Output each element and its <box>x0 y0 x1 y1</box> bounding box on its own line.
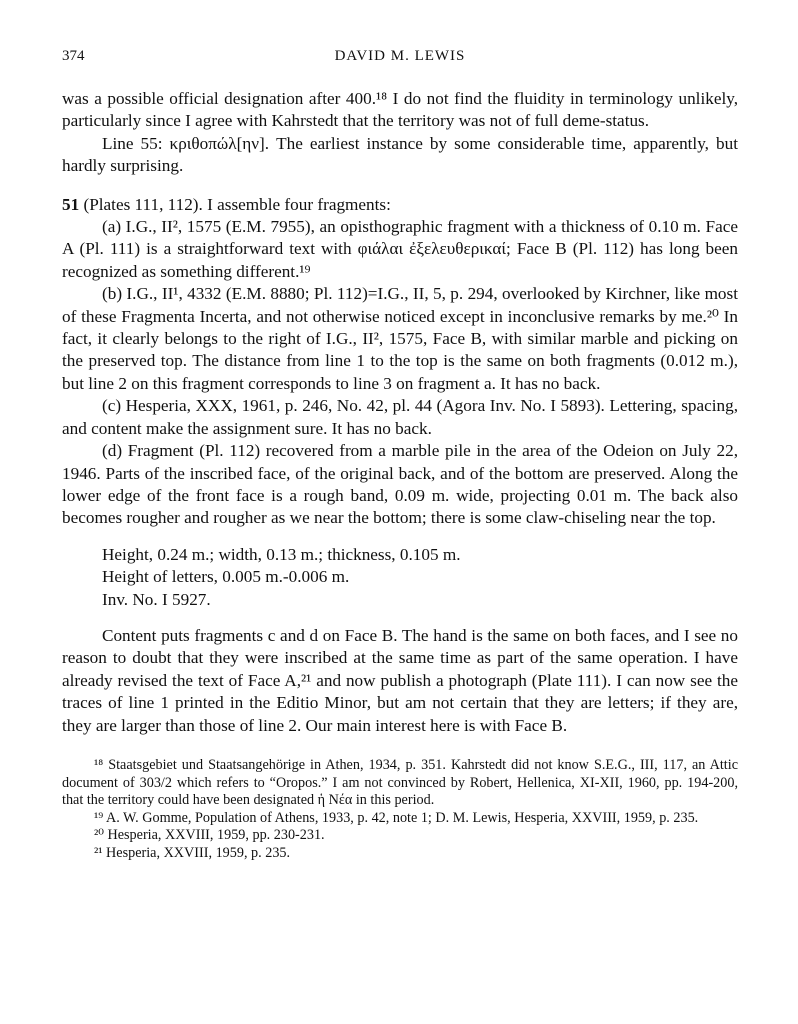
section-intro: (Plates 111, 112). I assemble four fragments: <box>79 194 391 214</box>
dimension-line: Inv. No. I 5927. <box>102 589 211 609</box>
page-number: 374 <box>62 48 85 64</box>
footnotes <box>62 757 738 863</box>
dimension-line: Height, 0.24 m.; width, 0.13 m.; thickness, 0.105 m. <box>102 544 461 564</box>
footnote-18: ¹⁸ Staatsgebiet und Staatsangehörige in Athen, 1934, p. 351. Kahrstedt did not know S.E.G., III, 117, an Attic document of 303/2 which refers to “Oropos.” I am not convinced by Robert, Hellenica, XI-XII, 1960, pp. 194-200, that the territory could have been designated ἡ Νέα in this period. <box>62 756 738 809</box>
footnote-21: ²¹ Hesperia, XXVIII, 1959, p. 235. <box>94 844 291 861</box>
section-number: 51 <box>62 194 80 214</box>
paragraph-fragment-d: (d) Fragment (Pl. 112) recovered from a marble pile in the area of the Odeion on July 22, 1946. Parts of the inscribed face, of the original back, and of the bottom are preserved. Along the lower edge of the front face is a rough band, 0.09 m. wide, projecting 0.01 m. The back also becomes rougher and rougher as we near the bottom; there is some claw-chiseling near the top. <box>62 441 738 528</box>
running-header <box>62 48 738 72</box>
footnote-20: ²⁰ Hesperia, XXVIII, 1959, pp. 230-231. <box>94 827 325 844</box>
running-title: DAVID M. LEWIS <box>334 48 466 64</box>
paragraph: was a possible official designation after 400.¹⁸ I do not find the fluidity in terminology unlikely, particularly since I agree with Kahrstedt that the territory was not of full deme-status. <box>62 89 738 131</box>
footnote-19: ¹⁹ A. W. Gomme, Population of Athens, 1933, p. 42, note 1; D. M. Lewis, Hesperia, XXVIII, 1959, p. 235. <box>94 809 699 826</box>
page <box>62 48 738 863</box>
section-heading <box>62 194 738 216</box>
paragraph: Content puts fragments c and d on Face B. The hand is the same on both faces, and I see no reason to doubt that they were inscribed at the same time as part of the same operation. I have already revised the text of Face A,²¹ and now publish a photograph (Plate 111). I can now see the traces of line 1 printed in the Editio Minor, but am not certain that they are letters; if they are, they are larger than those of line 2. Our main interest here is with Face B. <box>62 625 738 735</box>
paragraph: Line 55: κριθοπώλ[ην]. The earliest instance by some considerable time, apparently, but hardly surprising. <box>62 133 738 176</box>
body-text <box>62 88 738 737</box>
paragraph-fragment-a: (a) I.G., II², 1575 (E.M. 7955), an opisthographic fragment with a thickness of 0.10 m. Face A (Pl. 111) is a straightforward text with φιάλαι ἐξελευθερικαί; Face B (Pl. 112) has long been recognized as something different.¹⁹ <box>62 217 738 281</box>
paragraph-fragment-c: (c) Hesperia, XXX, 1961, p. 246, No. 42, pl. 44 (Agora Inv. No. I 5893). Lettering, spacing, and content make the assignment sure. It has no back. <box>62 396 738 438</box>
dimension-line: Height of letters, 0.005 m.-0.006 m. <box>102 567 350 587</box>
paragraph-fragment-b: (b) I.G., II¹, 4332 (E.M. 8880; Pl. 112)=I.G., II, 5, p. 294, overlooked by Kirchner, like most of these Fragmenta Incerta, and not otherwise noticed except in inconclusive remarks by me.²⁰ In fact, it clearly belongs to the right of I.G., II², 1575, Face B, with similar marble and picking on the preserved top. The distance from line 1 to the top is the same on both fragments (0.012 m.), but line 2 on this fragment corresponds to line 3 on fragment a. It has no back. <box>62 284 738 393</box>
